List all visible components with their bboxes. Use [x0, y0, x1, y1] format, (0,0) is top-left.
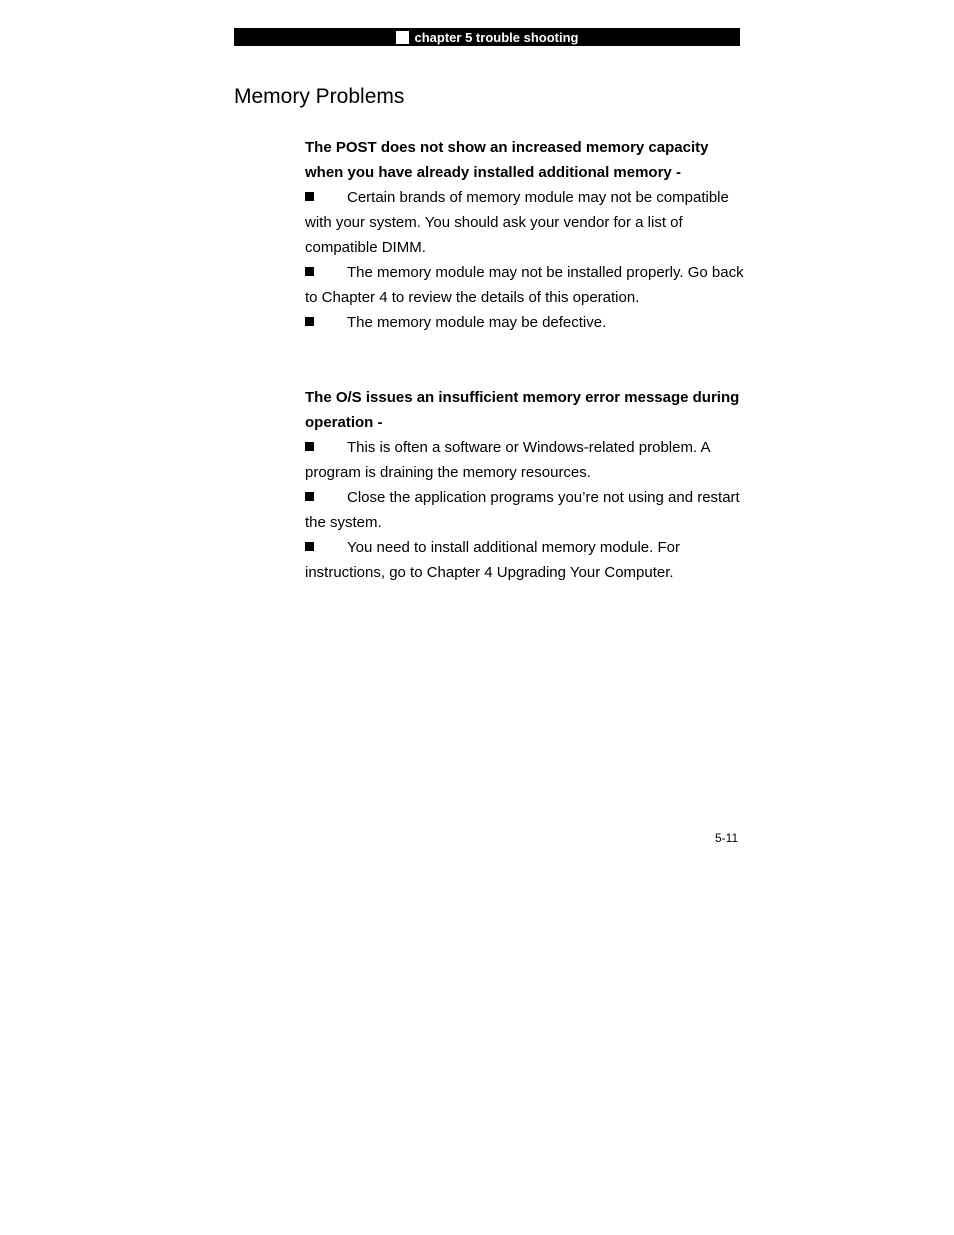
chapter-header-bar — [234, 28, 740, 46]
section-heading: The O/S issues an insufficient memory error message during operation - — [305, 389, 740, 431]
list-item — [305, 435, 745, 485]
square-icon — [396, 31, 409, 44]
list-item-text: This is often a software or Windows-related problem. A program is draining the memory resources. — [305, 439, 710, 481]
section-heading: The POST does not show an increased memory capacity when you have already installed additional memory - — [305, 139, 709, 181]
list-item — [305, 310, 745, 335]
list-item — [305, 260, 745, 310]
square-bullet-icon — [305, 542, 314, 551]
square-bullet-icon — [305, 192, 314, 201]
square-bullet-icon — [305, 317, 314, 326]
content-area — [305, 135, 745, 585]
bullet-list — [305, 435, 745, 585]
list-item-text: Close the application programs you’re not using and restart the system. — [305, 489, 740, 531]
bullet-list — [305, 185, 745, 335]
square-bullet-icon — [305, 492, 314, 501]
list-item — [305, 535, 745, 585]
list-item — [305, 185, 745, 260]
list-item-text: You need to install additional memory module. For instructions, go to Chapter 4 Upgrading Your Computer. — [305, 539, 680, 581]
square-bullet-icon — [305, 267, 314, 276]
page-title: Memory Problems — [234, 85, 405, 108]
square-bullet-icon — [305, 442, 314, 451]
section-post-memory — [305, 135, 745, 335]
list-item-text: The memory module may be defective. — [347, 314, 607, 331]
chapter-label: chapter 5 trouble shooting — [414, 29, 579, 45]
list-item-text: Certain brands of memory module may not be compatible with your system. You should ask your vendor for a list of compatible DIMM. — [305, 189, 729, 256]
list-item — [305, 485, 745, 535]
list-item-text: The memory module may not be installed properly. Go back to Chapter 4 to review the details of this operation. — [305, 264, 744, 306]
page-number: 5-11 — [715, 831, 739, 845]
section-os-memory-error — [305, 385, 745, 585]
